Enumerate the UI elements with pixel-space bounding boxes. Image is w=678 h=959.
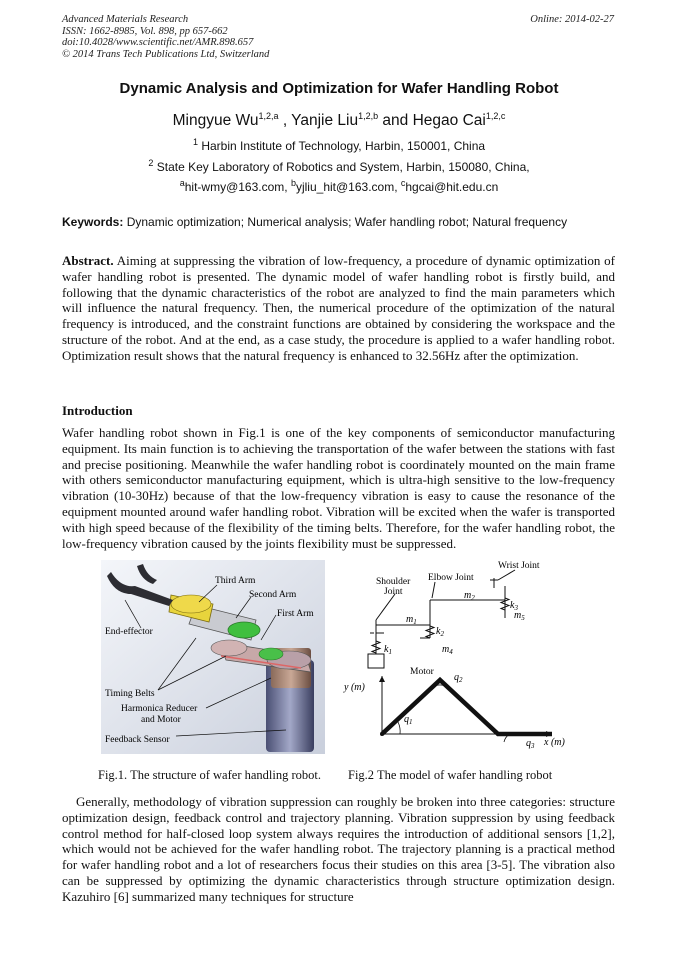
- journal-name: Advanced Materials Research: [62, 14, 189, 25]
- label-elbow-joint: Elbow Joint: [428, 573, 474, 583]
- label-q3: $q_3$: [526, 738, 535, 750]
- keywords: [62, 215, 622, 229]
- paragraph: Generally, methodology of vibration suppression can roughly be broken into three categories: structure optimization design, feedback control and trajectory planning. Vibration suppression by using feedback control method for half-closed loop system always requires the introduction of additional sensors [1,2], which would not be achieved for the wafer handling robot. The trajectory planning is a practical method for wafer handling robot and a lot of researchers focus their studies on this area [3-5]. The vibration also can be suppressed by optimizing the dynamic characteristics through structure optimization design. Kazuhiro [6] summarized many techniques for structure: [62, 794, 615, 904]
- affiliation: [0, 160, 678, 174]
- doi: doi:10.4028/www.scientific.net/AMR.898.657: [62, 37, 254, 48]
- abstract-label: Abstract.: [62, 253, 114, 268]
- email-link[interactable]: hgcai@hit.edu.cn: [405, 180, 499, 194]
- email-sup: b: [290, 178, 296, 188]
- issn: ISSN: 1662-8985, Vol. 898, pp 657-662: [62, 25, 228, 37]
- email-sup: c: [400, 178, 406, 188]
- author-sup: 1,2,b: [358, 110, 379, 121]
- affiliation-sup: 1: [192, 137, 198, 147]
- label-feedback-sensor: Feedback Sensor: [105, 735, 170, 745]
- affiliation-text: State Key Laboratory of Robotics and System, Harbin, 150080, China,: [156, 160, 530, 174]
- label-motor: Motor: [410, 667, 434, 677]
- label-and-motor: and Motor: [141, 715, 181, 725]
- author-name: Hegao Cai: [412, 112, 486, 129]
- trajectory-plot: [379, 676, 552, 742]
- author-separator: ,: [278, 112, 292, 129]
- author-list: [0, 112, 678, 130]
- email-link[interactable]: hit-wmy@163.com,: [184, 180, 291, 194]
- copyright: © 2014 Trans Tech Publications Ltd, Switzerland: [62, 48, 270, 60]
- author-sup: 1,2,a: [258, 110, 279, 121]
- keywords-text: Dynamic optimization; Numerical analysis; Wafer handling robot; Natural frequency: [123, 215, 568, 229]
- email-sup: a: [179, 178, 185, 188]
- paragraph: Wafer handling robot shown in Fig.1 is one of the key components of semiconductor manufacturing equipment. Its main function is to achieving the transportation of the wafer between the stations with fast and precise positioning. Meanwhile the wafer handling robot is coordinately mounted on the main frame with others semiconductor manufacturing equipment, which is ultra-high sensitive to the low-frequency vibration (10-30Hz) because of that the low-frequency vibration is easy to cause the resonance of the equipment mounted around wafer handling robot. Vibration will be excited when the wafer is transported with high speed because of the flexibility of the timing belts. Therefore, for the wafer handling robot, the low-frequency vibration caused by the joints flexibility must be suppressed.: [62, 425, 615, 551]
- dynamic-model-figure: [340, 558, 580, 754]
- author-emails: [0, 180, 678, 194]
- journal-header: [62, 14, 269, 60]
- affiliation-sup: 2: [148, 158, 154, 168]
- author-sup: 1,2,c: [485, 110, 506, 121]
- paper-title: Dynamic Analysis and Optimization for Wafer Handling Robot: [119, 80, 559, 97]
- label-timing-belts: Timing Belts: [105, 689, 155, 699]
- label-m1: $m_1$: [406, 614, 417, 626]
- joint-disc: [228, 622, 260, 638]
- author-name: Yanjie Liu: [291, 112, 359, 129]
- abstract: [62, 253, 615, 364]
- label-m5: $m_5$: [514, 610, 525, 622]
- affiliation: [0, 139, 678, 153]
- label-end-effector: End-effector: [105, 627, 153, 637]
- robot-structure-figure: [101, 560, 325, 754]
- label-m2: $m_2$: [464, 590, 475, 602]
- motor-block: [368, 654, 384, 668]
- label-second-arm: Second Arm: [249, 590, 297, 600]
- section-heading: Introduction: [62, 403, 133, 418]
- label-x-axis: x (m): [544, 737, 565, 748]
- label-k2: $k_2$: [436, 626, 444, 638]
- label-first-arm: First Arm: [277, 609, 314, 619]
- author-and: and: [378, 112, 413, 129]
- label-wrist-joint: Wrist Joint: [498, 561, 540, 571]
- affiliation-text: Harbin Institute of Technology, Harbin, 150001, China: [201, 139, 486, 153]
- fig2-caption: Fig.2 The model of wafer handling robot: [348, 768, 553, 782]
- label-shoulder-joint-2: Joint: [384, 587, 403, 597]
- label-harmonica-reducer: Harmonica Reducer: [121, 704, 198, 714]
- label-k1: $k_1$: [384, 644, 392, 656]
- label-y-axis: y (m): [344, 682, 365, 693]
- keywords-label: Keywords:: [62, 215, 124, 229]
- label-third-arm: Third Arm: [215, 576, 256, 586]
- label-q1: $q_1$: [404, 714, 413, 726]
- label-shoulder-joint: Shoulder: [376, 577, 411, 587]
- online-date: Online: 2014-02-27: [530, 14, 614, 25]
- trajectory-path: [382, 680, 552, 734]
- abstract-text: Aiming at suppressing the vibration of low-frequency, a procedure of dynamic optimization of wafer handling robot is presented. The dynamic model of wafer handling robot is firstly build, and following that the dynamic characteristics of the robot are analyzed to find the main parameters which will influence the natural frequency. Then, the numerical procedure of the optimization of the natural frequency is introduced, and the constraint functions are obtained by considering the workspace and the structure of the robot. And at the end, as a case study, the procedure is applied to a wafer handling robot. Optimization result shows that the natural frequency is enhanced to 32.56Hz after the optimization.: [62, 253, 615, 363]
- author-name: Mingyue Wu: [172, 112, 259, 129]
- label-m4: $m_4$: [442, 644, 453, 656]
- label-q2: $q_2$: [454, 672, 463, 684]
- email-link[interactable]: yjliu_hit@163.com,: [295, 180, 401, 194]
- label-k3: $k_3$: [510, 600, 518, 612]
- fig1-caption: Fig.1. The structure of wafer handling robot.: [98, 768, 321, 782]
